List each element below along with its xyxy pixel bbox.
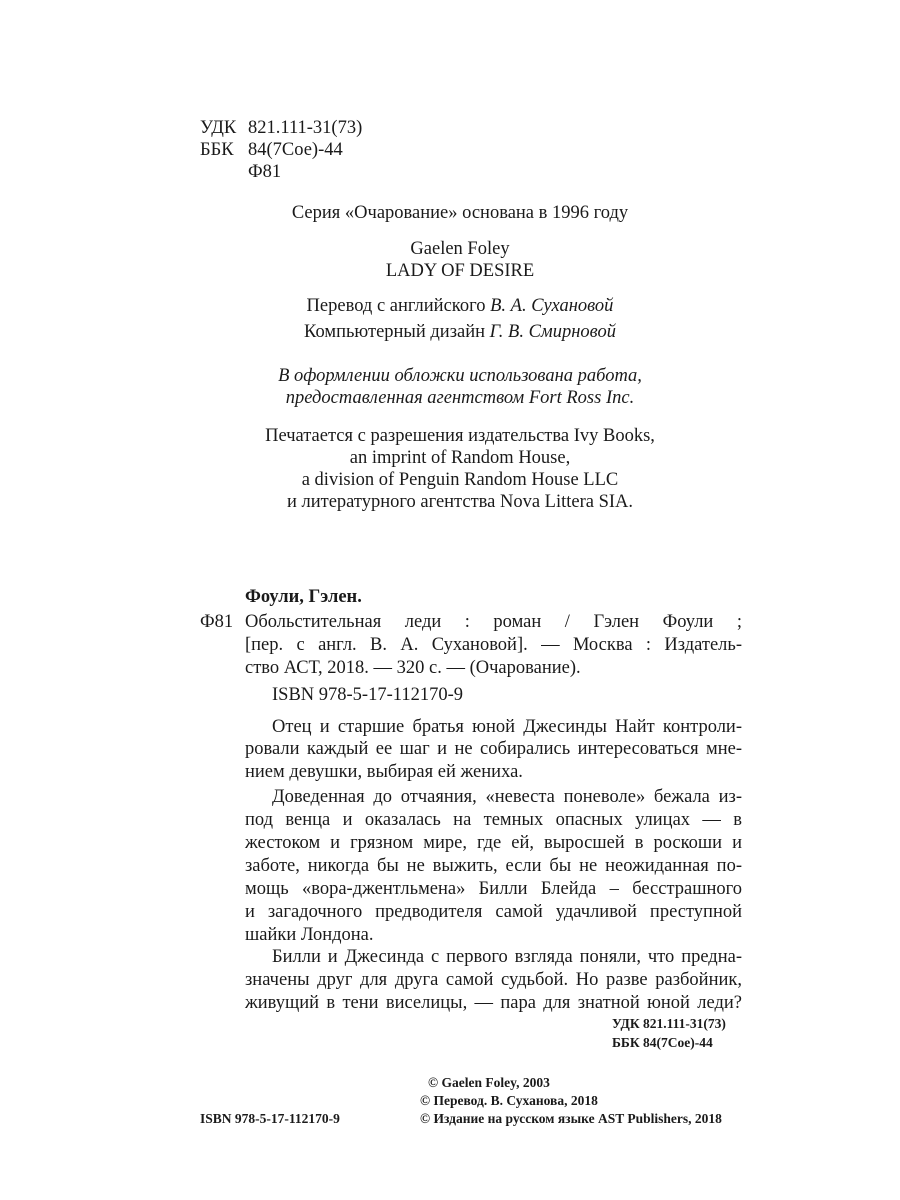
author-mark: Ф81	[248, 162, 282, 182]
design-label: Компьютерный дизайн	[304, 322, 486, 342]
cover-note-line: предоставленная агентством Fort Ross Inc.	[285, 388, 635, 408]
annotation-line: Отец и старшие братья юной Джесинды Найт контроли-	[272, 717, 742, 737]
annotation-line: Билли и Джесинда с первого взгляда поняли, что предна-	[272, 947, 742, 967]
permission-line: an imprint of Random House,	[349, 448, 571, 468]
annotation-line: и загадочного предводителя самой удачливой преступной	[245, 902, 742, 922]
catalog-author: Фоули, Гэлен.	[245, 587, 362, 607]
translator-name: В. А. Сухановой	[490, 296, 614, 316]
catalog-mark: Ф81	[200, 612, 234, 632]
annotation-line: мощь «вора-джентльмена» Билли Блейда – бесстрашного	[245, 879, 742, 899]
copyright-line: © Издание на русском языке AST Publishers, 2018	[420, 1111, 722, 1126]
udk-label: УДК	[200, 118, 237, 138]
annotation-line: заботе, никогда бы не выжить, если бы не неожиданная по-	[245, 856, 742, 876]
catalog-entry-line: [пер. с англ. В. А. Сухановой]. — Москва : Издатель-	[245, 635, 742, 655]
udk-classification: УДК 821.111-31(73)	[612, 1016, 726, 1031]
bbk-classification: ББК 84(7Сое)-44	[612, 1035, 713, 1050]
designer-name: Г. В. Смирновой	[489, 322, 616, 342]
bbk-label: ББК	[200, 140, 234, 160]
annotation-line: шайки Лондона.	[245, 925, 374, 945]
annotation-line: ровали каждый ее шаг и не собирались интересоваться мне-	[245, 739, 742, 759]
bbk-value: 84(7Сое)-44	[248, 140, 343, 160]
series-note: Серия «Очарование» основана в 1996 году	[291, 203, 629, 223]
annotation-line: жестоком и грязном мире, где ей, выросшей в роскоши и	[245, 833, 742, 853]
original-title: LADY OF DESIRE	[385, 261, 535, 281]
copyright-line: © Gaelen Foley, 2003	[428, 1075, 550, 1090]
annotation-line: нием девушки, выбирая ей жениха.	[245, 762, 523, 782]
catalog-isbn: ISBN 978-5-17-112170-9	[272, 685, 463, 705]
annotation-line: под венца и оказалась на темных опасных улицах — в	[245, 810, 742, 830]
footer-isbn: ISBN 978-5-17-112170-9	[200, 1111, 340, 1126]
permission-line: и литературного агентства Nova Littera SIA.	[286, 492, 634, 512]
catalog-entry-line: ство АСТ, 2018. — 320 с. — (Очарование).	[245, 658, 581, 678]
annotation-line: значены друг для друга самой судьбой. Но разве разбойник,	[245, 970, 742, 990]
translation-credit	[0, 295, 900, 317]
annotation-line: живущий в тени виселицы, — пара для знатной юной леди?	[245, 993, 742, 1013]
design-credit	[0, 321, 900, 343]
permission-line: a division of Penguin Random House LLC	[301, 470, 619, 490]
catalog-entry-line: Обольстительная леди : роман / Гэлен Фоули ;	[245, 612, 742, 632]
cover-note-line: В оформлении обложки использована работа,	[278, 366, 642, 386]
original-author: Gaelen Foley	[410, 239, 510, 259]
translation-label: Перевод с английского	[306, 296, 486, 316]
annotation-line: Доведенная до отчаяния, «невеста поневоле» бежала из-	[272, 787, 742, 807]
copyright-line: © Перевод. В. Суханова, 2018	[420, 1093, 598, 1108]
udk-value: 821.111-31(73)	[248, 118, 363, 138]
permission-line: Печатается с разрешения издательства Ivy Books,	[265, 426, 655, 446]
